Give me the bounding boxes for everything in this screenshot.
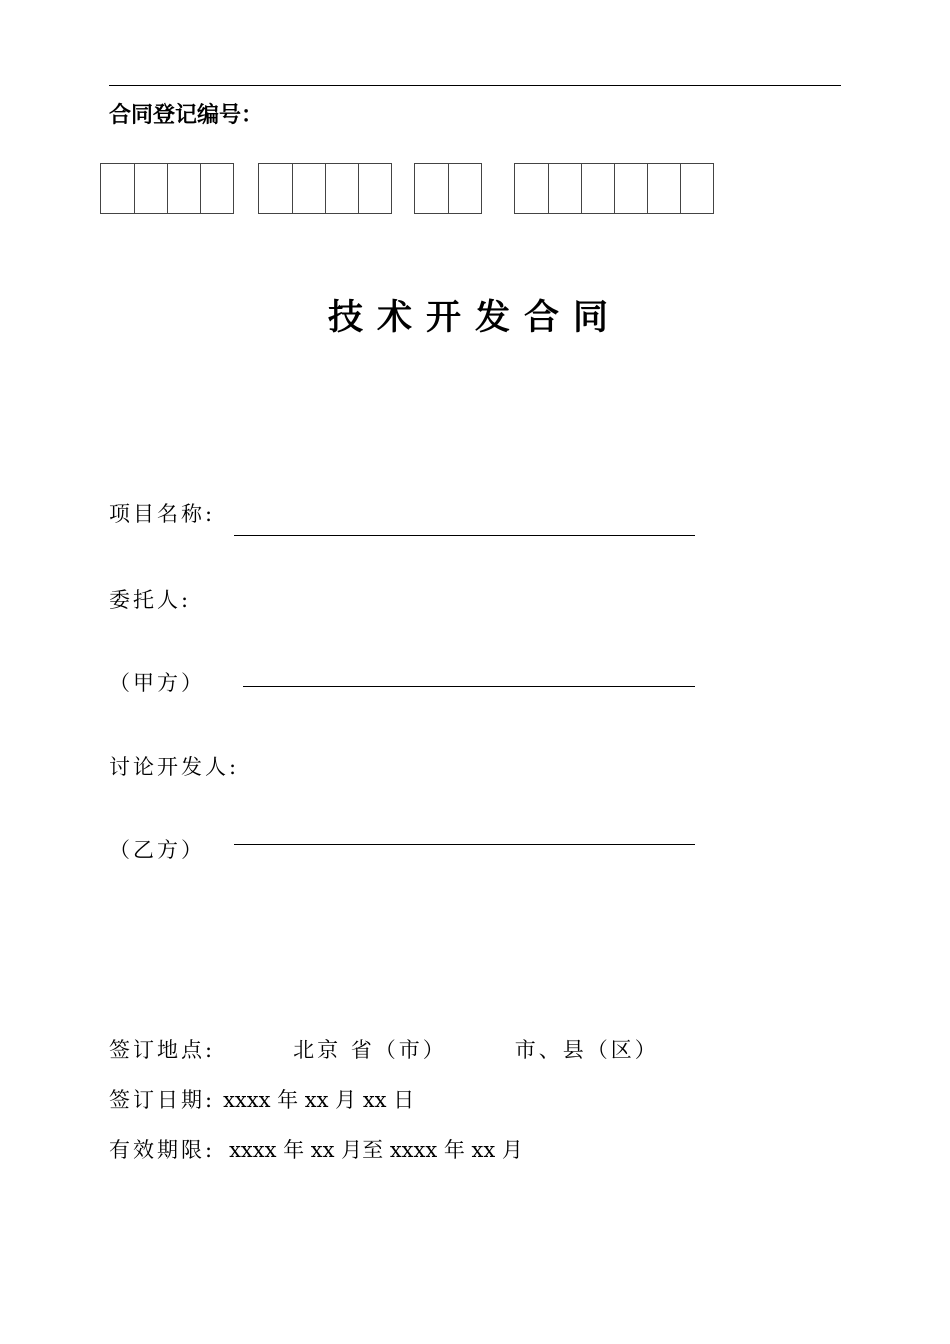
signing-date-row: [109, 1084, 414, 1114]
registration-box-cell[interactable]: [200, 164, 233, 213]
registration-box-cell[interactable]: [515, 164, 548, 213]
registration-box-cell[interactable]: [101, 164, 134, 213]
registration-box-group-3: [414, 163, 482, 214]
signing-place-row: [109, 1034, 659, 1064]
registration-box-cell[interactable]: [358, 164, 391, 213]
signing-place-label: 签订地点:: [109, 1038, 216, 1062]
registration-box-cell[interactable]: [647, 164, 680, 213]
validity-label: 有效期限:: [109, 1138, 216, 1162]
registration-box-cell[interactable]: [581, 164, 614, 213]
signing-place-suffix: 市、县（区）: [514, 1038, 659, 1062]
project-name-label: 项目名称:: [109, 502, 216, 526]
party-b-field[interactable]: [234, 844, 695, 845]
registration-box-cell[interactable]: [680, 164, 713, 213]
document-title: 技术开发合同: [327, 298, 622, 338]
registration-box-group-2: [258, 163, 392, 214]
registration-box-group-1: [100, 163, 234, 214]
party-b-label: （乙方）: [109, 838, 205, 862]
developer-label: 讨论开发人:: [109, 755, 240, 779]
registration-box-cell[interactable]: [167, 164, 200, 213]
party-a-field[interactable]: [243, 686, 695, 687]
signing-place-value: 北京 省（市）: [293, 1038, 447, 1062]
registration-box-cell[interactable]: [548, 164, 581, 213]
signing-date-value: xxxx 年 xx 月 xx 日: [223, 1088, 415, 1112]
project-name-field[interactable]: [234, 535, 695, 536]
registration-box-cell[interactable]: [415, 164, 448, 213]
registration-box-cell[interactable]: [325, 164, 358, 213]
registration-box-cell[interactable]: [134, 164, 167, 213]
registration-number-label: 合同登记编号：: [109, 103, 264, 128]
registration-box-cell[interactable]: [614, 164, 647, 213]
registration-box-group-4: [514, 163, 714, 214]
registration-box-cell[interactable]: [448, 164, 481, 213]
party-a-label: （甲方）: [109, 671, 205, 695]
signing-date-label: 签订日期:: [109, 1088, 216, 1112]
registration-box-cell[interactable]: [292, 164, 325, 213]
header-rule: [109, 85, 841, 86]
registration-box-cell[interactable]: [259, 164, 292, 213]
validity-row: [109, 1134, 523, 1164]
validity-value: xxxx 年 xx 月至 xxxx 年 xx 月: [229, 1138, 523, 1162]
client-label: 委托人:: [109, 588, 192, 612]
